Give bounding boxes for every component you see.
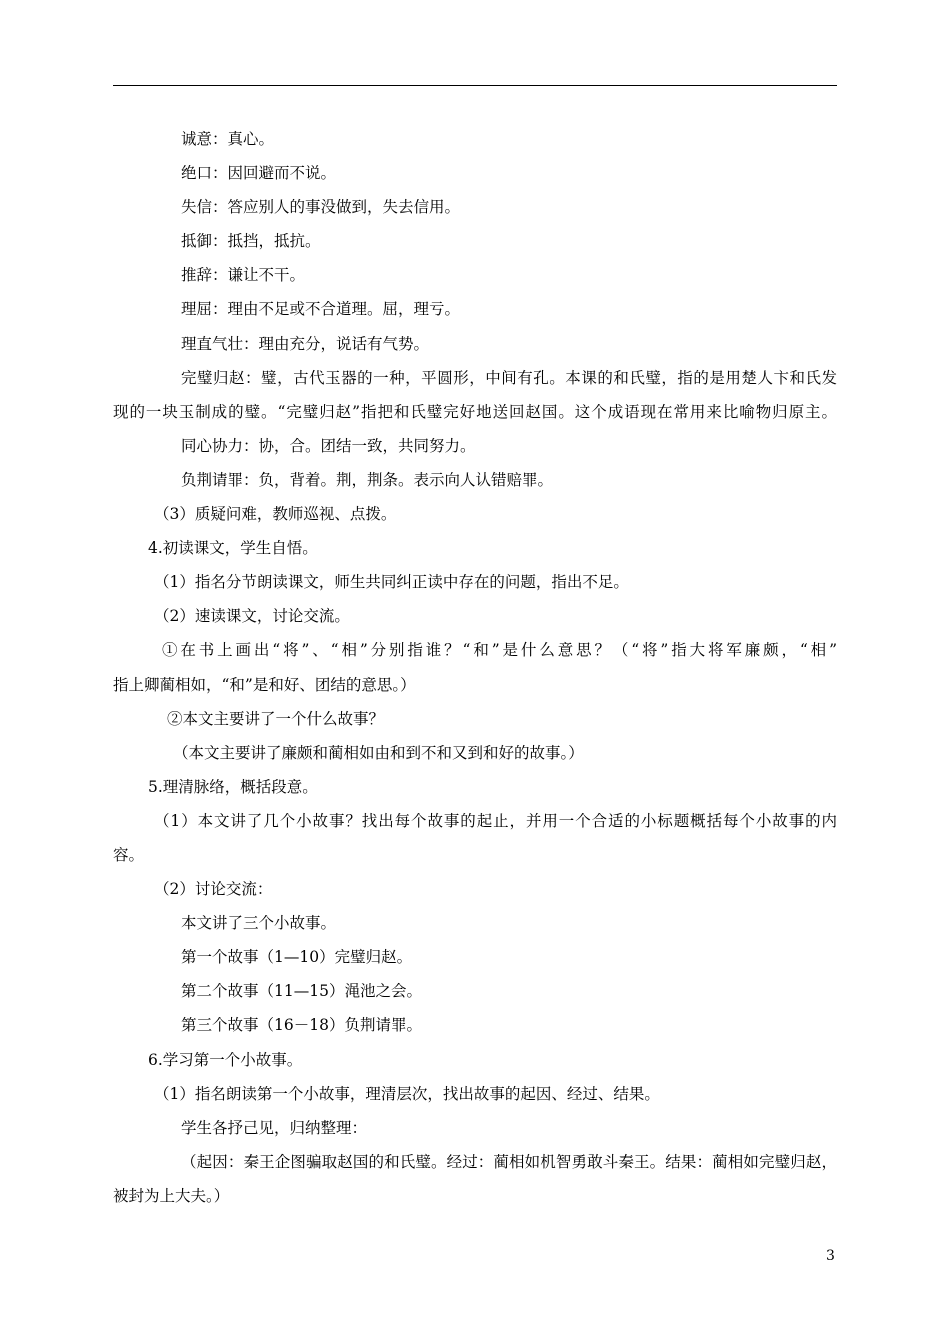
text-line: ②本文主要讲了一个什么故事？	[167, 709, 385, 728]
text-line: 同心协力：协，合。团结一致，共同努力。	[181, 436, 476, 455]
text-line: （起因：秦王企图骗取赵国的和氏璧。经过：蔺相如机智勇敢斗秦王。结果：蔺相如完璧归赵，	[181, 1152, 837, 1171]
text-line: 完璧归赵：璧，古代玉器的一种，平圆形，中间有孔。本课的和氏璧，指的是用楚人卞和氏发	[181, 368, 837, 387]
text-line: 抵御：抵挡，抵抗。	[181, 232, 321, 251]
text-line: 5.理清脉络，概括段意。	[148, 777, 318, 796]
text-line: 被封为上大夫。）	[113, 1186, 230, 1205]
text-line: （1）指名朗读第一个小故事，理清层次，找出故事的起因、经过、结果。	[154, 1084, 660, 1103]
text-line: 学生各抒己见，归纳整理：	[181, 1118, 368, 1137]
text-line: 负荆请罪：负，背着。荆，荆条。表示向人认错赔罪。	[181, 470, 554, 489]
header-rule	[113, 85, 837, 86]
text-line: 第一个故事（1—10）完璧归赵。	[181, 948, 413, 967]
text-line: 本文讲了三个小故事。	[181, 914, 337, 933]
text-line: 绝口：因回避而不说。	[181, 164, 337, 183]
text-line: 第二个故事（11—15）渑池之会。	[181, 982, 422, 1001]
text-line: （2）讨论交流：	[154, 880, 273, 899]
text-line: 容。	[113, 845, 145, 864]
text-line: 失信：答应别人的事没做到，失去信用。	[181, 198, 461, 217]
text-line: 理直气壮：理由充分，说话有气势。	[181, 334, 430, 353]
page-number: 3	[826, 1248, 835, 1264]
text-line: ①在书上画出“将”、“相”分别指谁？“和”是什么意思？（“将”指大将军廉颇，“相”	[162, 641, 837, 660]
text-line: 诚意：真心。	[181, 130, 275, 148]
text-line: 现的一块玉制成的璧。“完璧归赵”指把和氏璧完好地送回赵国。这个成语现在常用来比喻物归原主。	[113, 402, 837, 421]
document-body	[113, 122, 837, 1213]
text-line: （2）速读课文，讨论交流。	[154, 607, 350, 626]
text-line: （3）质疑问难，教师巡视、点拨。	[154, 505, 397, 524]
text-line: （本文主要讲了廉颇和蔺相如由和到不和又到和好的故事。）	[173, 743, 584, 762]
text-line: 6.学习第一个小故事。	[148, 1050, 303, 1069]
text-line: 第三个故事（16－18）负荆请罪。	[181, 1016, 422, 1035]
text-line: （1）指名分节朗读课文，师生共同纠正读中存在的问题，指出不足。	[154, 573, 629, 592]
text-line: 理屈：理由不足或不合道理。屈，理亏。	[181, 300, 461, 319]
text-line: （1）本文讲了几个小故事？找出每个故事的起止，并用一个合适的小标题概括每个小故事的内	[154, 811, 837, 830]
text-line: 推辞：谦让不干。	[181, 266, 306, 285]
text-line: 指上卿蔺相如，“和”是和好、团结的意思。）	[113, 675, 416, 694]
text-line: 4.初读课文，学生自悟。	[148, 539, 318, 558]
